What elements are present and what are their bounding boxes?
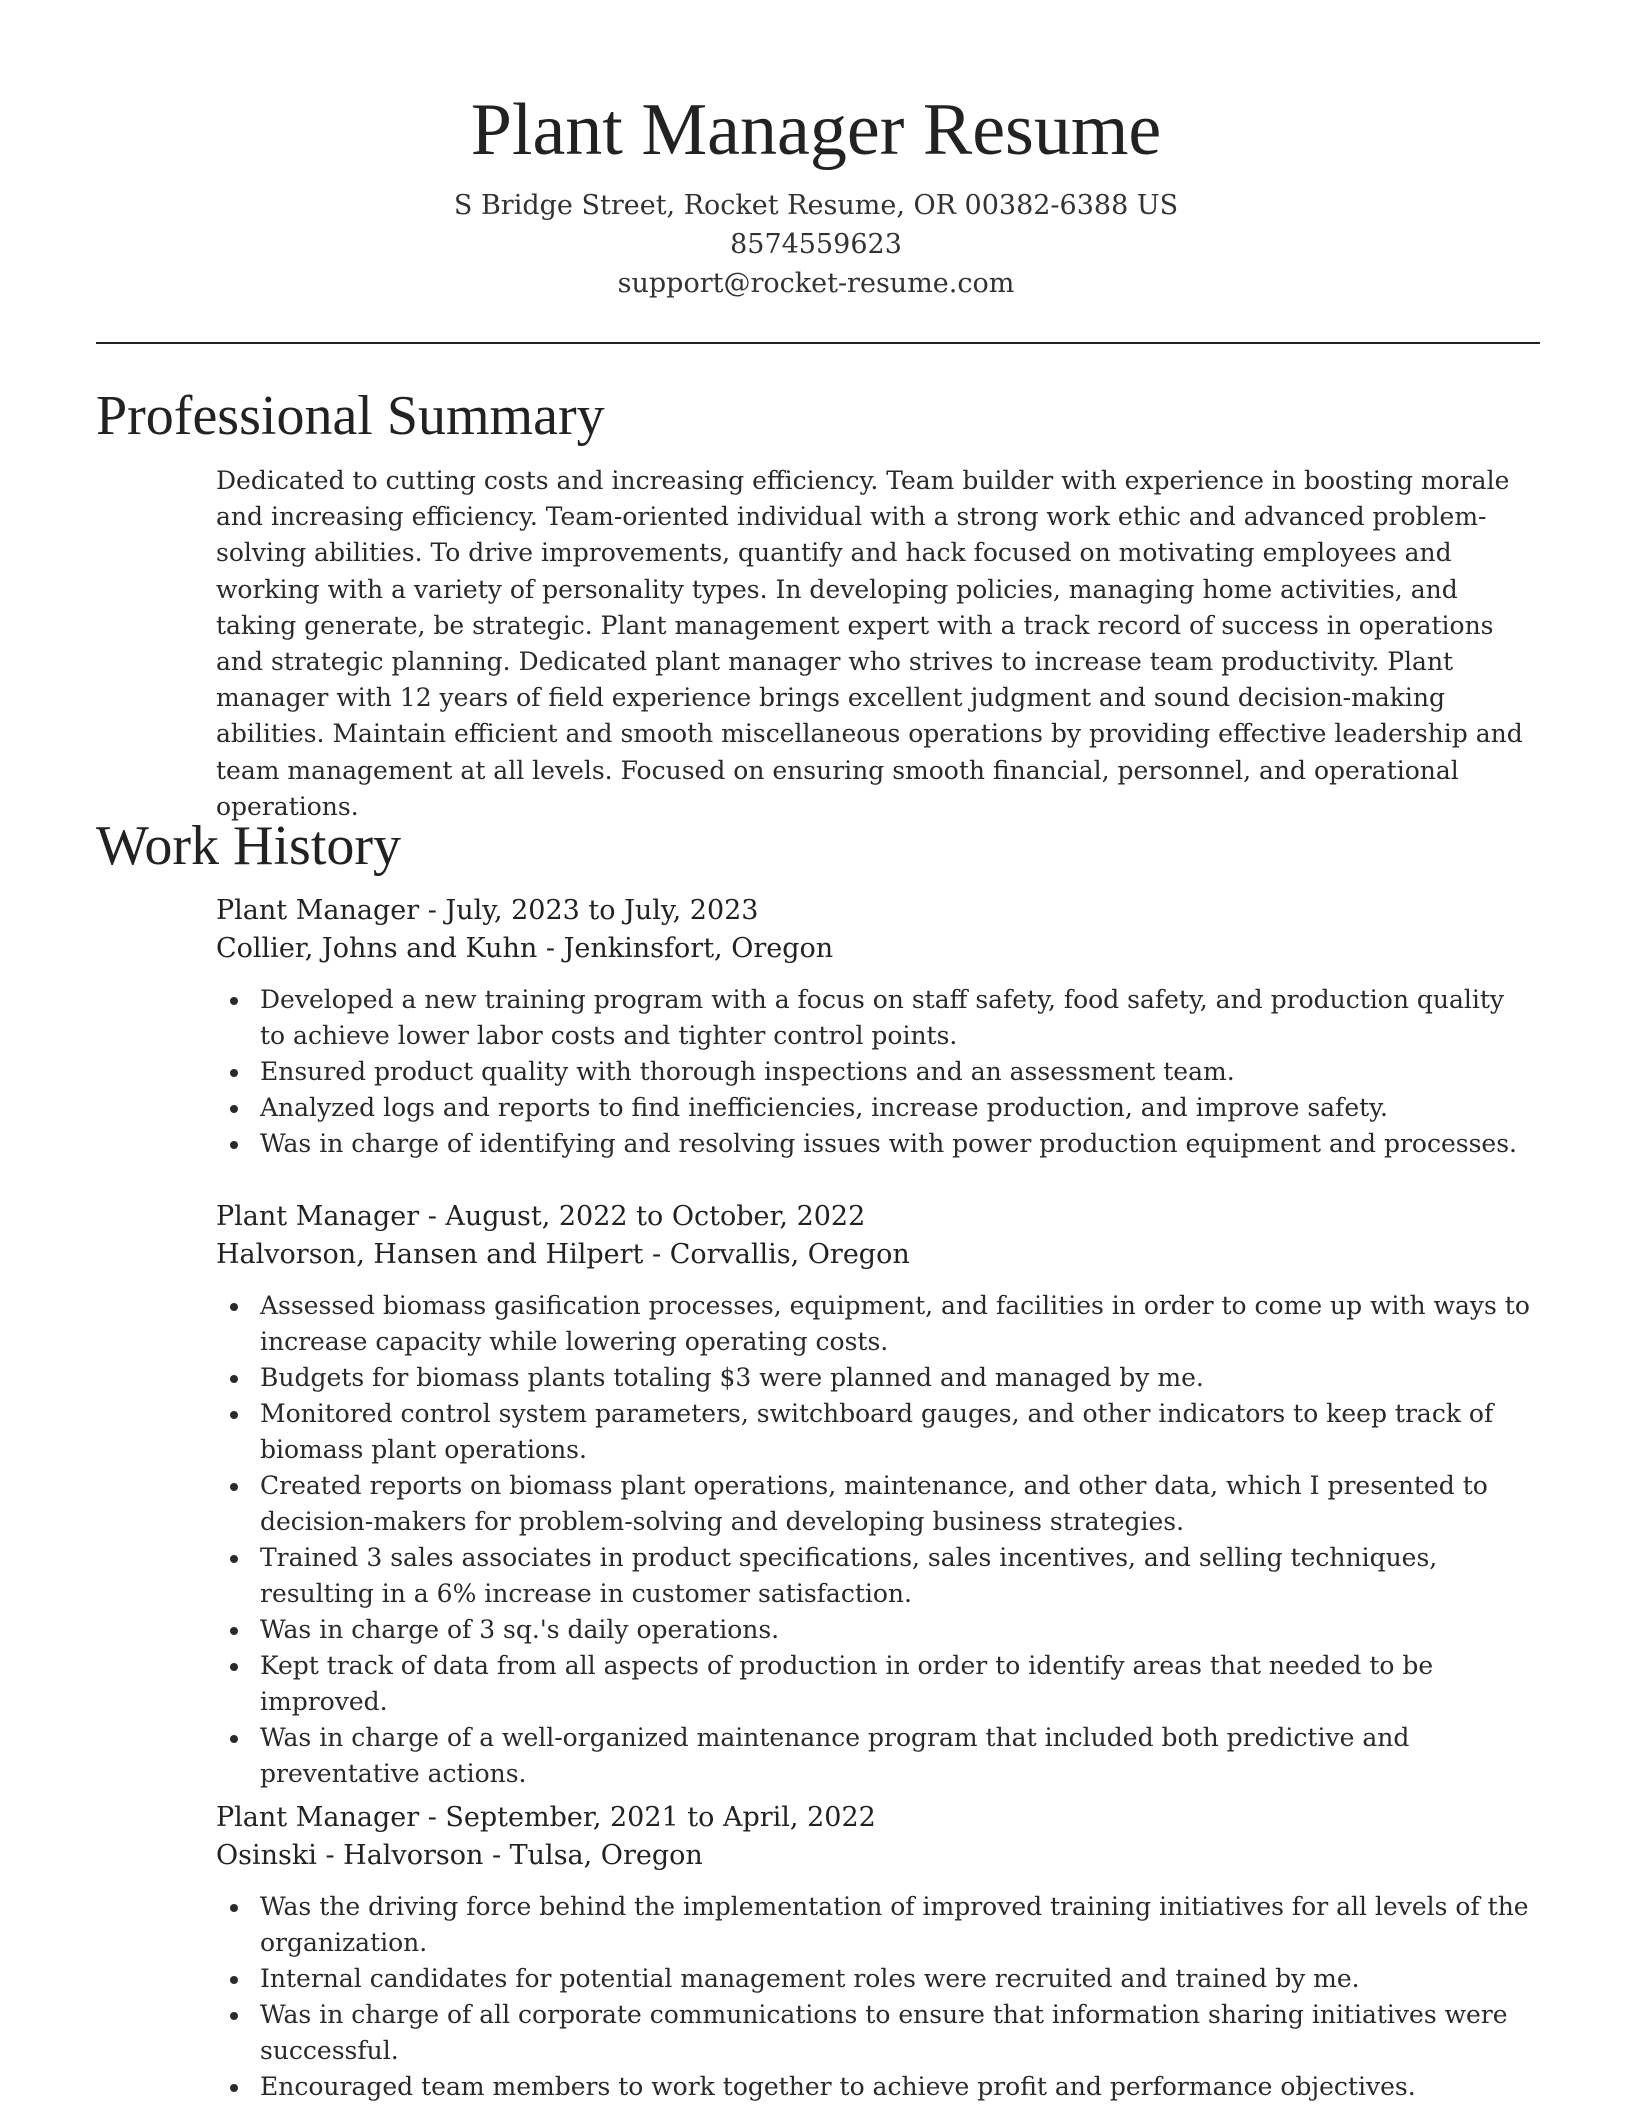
contact-address: S Bridge Street, Rocket Resume, OR 00382-6388 US (453, 190, 1179, 221)
list-item (216, 1360, 1532, 1396)
job-company: Halvorson, Hansen and Hilpert (216, 1239, 644, 1270)
list-item (216, 1054, 1532, 1090)
list-item (216, 2069, 1532, 2105)
bullet-icon (230, 1411, 238, 1419)
bullet-icon (230, 997, 238, 1005)
job-dates: September, 2021 to April, 2022 (445, 1802, 876, 1833)
bullet-icon (230, 1105, 238, 1113)
job-title: Plant Manager (216, 895, 420, 926)
bullet-text: Internal candidates for potential management roles were recruited and trained by me. (260, 1964, 1360, 1993)
job-dates: August, 2022 to October, 2022 (445, 1201, 866, 1232)
job-title-line: Plant Manager - August, 2022 to October, 2022 (216, 1201, 866, 1232)
contact-phone: 8574559623 (730, 229, 902, 260)
bullet-icon (230, 2012, 238, 2020)
job-location: Corvallis, Oregon (669, 1239, 910, 1270)
bullet-icon (230, 2084, 238, 2092)
bullet-text: Was in charge of a well-organized maintenance program that included both predictive and preventative actions. (260, 1723, 1410, 1788)
list-item (216, 1997, 1532, 2069)
list-item (216, 1612, 1532, 1648)
work-history-entry (216, 1198, 1532, 1792)
bullet-text: Trained 3 sales associates in product specifications, sales incentives, and selling techniques, resulting in a 6% increase in customer satisfaction. (260, 1543, 1438, 1608)
bullet-text: Was the driving force behind the implementation of improved training initiatives for all levels of the organization. (260, 1892, 1529, 1957)
bullet-icon (230, 1976, 238, 1984)
bullet-icon (230, 1904, 238, 1912)
bullet-icon (230, 1375, 238, 1383)
bullet-icon (230, 1069, 238, 1077)
bullet-text: Budgets for biomass plants totaling $3 were planned and managed by me. (260, 1363, 1204, 1392)
job-bullet-list (216, 982, 1532, 1162)
section-title-professional-summary: Professional Summary (96, 385, 605, 447)
bullet-text: Analyzed logs and reports to find inefficiencies, increase production, and improve safety. (260, 1093, 1388, 1122)
bullet-text: Created reports on biomass plant operations, maintenance, and other data, which I presented to decision-makers for problem-solving and developing business strategies. (260, 1471, 1488, 1536)
bullet-icon (230, 1627, 238, 1635)
bullet-text: Developed a new training program with a focus on staff safety, food safety, and production quality to achieve lower labor costs and tighter control points. (260, 985, 1505, 1050)
bullet-icon (230, 1483, 238, 1491)
section-title-work-history: Work History (96, 815, 402, 877)
bullet-icon (230, 1141, 238, 1149)
bullet-text: Was in charge of all corporate communications to ensure that information sharing initiatives were successful. (260, 2000, 1508, 2065)
job-company: Collier, Johns and Kuhn (216, 933, 538, 964)
job-bullet-list (216, 1288, 1532, 1792)
list-item (216, 1396, 1532, 1468)
professional-summary-text: Dedicated to cutting costs and increasing efficiency. Team builder with experience in boosting morale and increasing efficiency. Team-oriented individual with a strong work ethic and advanced problem-solving abilities. To drive improvements, quantify and hack focused on motivating employees and working with a variety of personality types. In developing policies, managing home activities, and taking generate, be strategic. Plant management expert with a track record of success in operations and strategic planning. Dedicated plant manager who strives to increase team productivity. Plant manager with 12 years of field experience brings excellent judgment and sound decision-making abilities. Maintain efficient and smooth miscellaneous operations by providing effective leadership and team management at all levels. Focused on ensuring smooth financial, personnel, and operational operations. (216, 466, 1523, 821)
resume-header (0, 84, 1632, 303)
list-item (216, 982, 1532, 1054)
list-item (216, 1126, 1532, 1162)
contact-email: support@rocket-resume.com (617, 268, 1015, 299)
list-item (216, 1648, 1532, 1720)
job-company-line: Halvorson, Hansen and Hilpert - Corvallis, Oregon (216, 1239, 910, 1270)
job-title-line: Plant Manager - September, 2021 to April, 2022 (216, 1802, 876, 1833)
bullet-text: Encouraged team members to work together to achieve profit and performance objectives. (260, 2072, 1416, 2101)
job-location: Jenkinsfort, Oregon (563, 933, 834, 964)
list-item (216, 1889, 1532, 1961)
list-item (216, 1090, 1532, 1126)
list-item (216, 1720, 1532, 1792)
work-history-entry (216, 892, 1532, 1162)
list-item (216, 1961, 1532, 1997)
job-location: Tulsa, Oregon (509, 1840, 703, 1871)
job-dates: July, 2023 to July, 2023 (445, 895, 759, 926)
bullet-icon (230, 1663, 238, 1671)
list-item (216, 1540, 1532, 1612)
job-bullet-list (216, 1889, 1532, 2105)
job-title: Plant Manager (216, 1802, 420, 1833)
bullet-text: Was in charge of 3 sq.'s daily operations. (260, 1615, 780, 1644)
list-item (216, 1288, 1532, 1360)
bullet-icon (230, 1735, 238, 1743)
job-company: Osinski - Halvorson (216, 1840, 484, 1871)
resume-title: Plant Manager Resume (470, 89, 1162, 171)
bullet-icon (230, 1555, 238, 1563)
work-history-entry (216, 1799, 1532, 2105)
bullet-icon (230, 1303, 238, 1311)
bullet-text: Ensured product quality with thorough inspections and an assessment team. (260, 1057, 1235, 1086)
job-title: Plant Manager (216, 1201, 420, 1232)
job-company-line: Collier, Johns and Kuhn - Jenkinsfort, Oregon (216, 933, 834, 964)
bullet-text: Kept track of data from all aspects of production in order to identify areas that needed to be improved. (260, 1651, 1434, 1716)
list-item (216, 1468, 1532, 1540)
job-title-line: Plant Manager - July, 2023 to July, 2023 (216, 895, 759, 926)
header-divider (96, 342, 1540, 344)
bullet-text: Was in charge of identifying and resolving issues with power production equipment and processes. (260, 1129, 1518, 1158)
bullet-text: Monitored control system parameters, switchboard gauges, and other indicators to keep track of biomass plant operations. (260, 1399, 1494, 1464)
job-company-line: Osinski - Halvorson - Tulsa, Oregon (216, 1840, 703, 1871)
bullet-text: Assessed biomass gasification processes, equipment, and facilities in order to come up with ways to increase capacity while lowering operating costs. (260, 1291, 1530, 1356)
